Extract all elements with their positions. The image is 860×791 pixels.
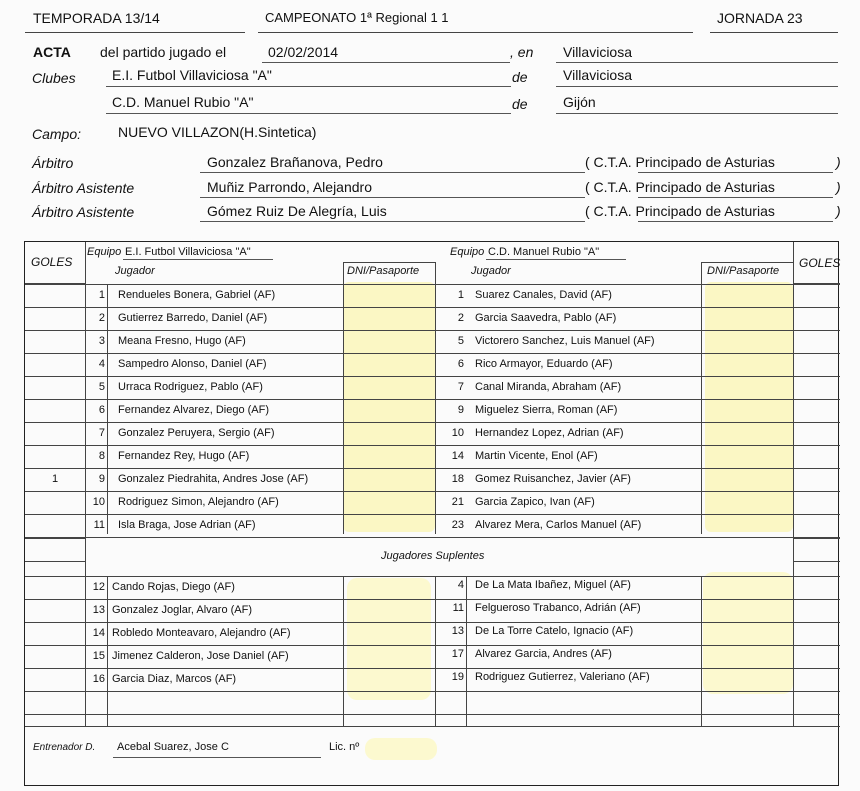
dorsal-visit: 5 [457, 335, 464, 347]
jugador-local-sup: Gonzalez Joglar, Alvaro (AF) [112, 604, 253, 616]
equipo-visit-label: Equipo [450, 246, 485, 258]
jugador-visit: Garcia Zapico, Ivan (AF) [475, 496, 595, 508]
row-line [25, 514, 85, 515]
row-line [25, 714, 840, 715]
asistente-1-cta: ( C.T.A. Principado de Asturias [585, 179, 775, 195]
jugador-visit: Rico Armayor, Eduardo (AF) [475, 358, 613, 370]
table-row [25, 491, 840, 514]
jornada: JORNADA 23 [717, 10, 803, 26]
dorsal-visit: 21 [451, 496, 464, 508]
jugador-visit: Martin Vicente, Enol (AF) [475, 450, 598, 462]
row-line [793, 399, 840, 400]
dorsal-visit: 23 [451, 519, 464, 531]
row-line [85, 491, 793, 492]
row-line [793, 284, 840, 285]
dorsal-visit: 18 [451, 473, 464, 485]
row-line [25, 668, 840, 669]
club-visitante: C.D. Manuel Rubio "A" [112, 94, 254, 110]
row-line [793, 561, 840, 562]
dorsal-local-sup: 13 [92, 604, 105, 616]
table-row [25, 330, 840, 353]
row-line [793, 422, 840, 423]
row-line [793, 538, 840, 539]
campo-label: Campo: [32, 126, 82, 142]
row-line [25, 422, 85, 423]
row-line [25, 376, 85, 377]
jugador-local: Fernandez Alvarez, Diego (AF) [118, 404, 270, 416]
dorsal-visit: 1 [457, 289, 464, 301]
dorsal-local: 5 [98, 381, 105, 393]
row-line [25, 399, 85, 400]
dorsal-visit: 10 [451, 427, 464, 439]
table-row [25, 691, 840, 714]
jugador-local: Rodriguez Simon, Alejandro (AF) [118, 496, 279, 508]
campeonato: CAMPEONATO 1ª Regional 1 1 [265, 10, 449, 25]
dorsal-local: 8 [98, 450, 105, 462]
jugador-local: Sampedro Alonso, Daniel (AF) [118, 358, 267, 370]
jugador-local: Isla Braga, Jose Adrian (AF) [118, 519, 256, 531]
asistente-2-close: ) [836, 203, 841, 219]
table-row [25, 668, 840, 691]
alineaciones-table [24, 241, 839, 786]
table-row [25, 645, 840, 668]
row-line [25, 561, 85, 562]
table-row [25, 514, 840, 537]
row-line [793, 376, 840, 377]
row-line [25, 307, 85, 308]
row-line [25, 353, 85, 354]
row-line [85, 514, 793, 515]
dorsal-visit: 2 [457, 312, 464, 324]
row-line [85, 422, 793, 423]
row-line [25, 445, 85, 446]
jugador-visit: Hernandez Lopez, Adrian (AF) [475, 427, 624, 439]
row-line [85, 376, 793, 377]
row-line [793, 445, 840, 446]
suplentes-label: Jugadores Suplentes [381, 550, 485, 562]
jugador-visit-sup: Alvarez Garcia, Andres (AF) [475, 648, 612, 660]
table-row [25, 399, 840, 422]
row-line [85, 468, 793, 469]
row-line [85, 537, 793, 538]
jugador-local-sup: Cando Rojas, Diego (AF) [112, 581, 235, 593]
dorsal-visit-sup: 17 [451, 648, 464, 660]
clubes-label: Clubes [32, 70, 76, 86]
jugador-visit-sup: Rodriguez Gutierrez, Valeriano (AF) [475, 671, 650, 683]
partido-label: del partido jugado el [100, 44, 227, 60]
jugador-visit: Miguelez Sierra, Roman (AF) [475, 404, 618, 416]
row-line [793, 353, 840, 354]
row-line [793, 514, 840, 515]
dorsal-local: 11 [93, 519, 105, 531]
jugador-local-sup: Jimenez Calderon, Jose Daniel (AF) [112, 650, 289, 662]
row-line [25, 468, 85, 469]
row-line [793, 491, 840, 492]
campo: NUEVO VILLAZON(H.Sintetica) [118, 124, 317, 140]
asistente-1-nombre: Muñiz Parrondo, Alejandro [207, 179, 372, 195]
row-line [85, 445, 793, 446]
goles-local-header: GOLES [31, 255, 73, 269]
club-local: E.I. Futbol Villaviciosa "A" [112, 67, 272, 83]
dorsal-visit-sup: 11 [452, 602, 464, 614]
dorsal-local: 6 [98, 404, 105, 416]
table-row [25, 622, 840, 645]
jugador-local: Rendueles Bonera, Gabriel (AF) [118, 289, 276, 301]
row-line [25, 330, 85, 331]
jugador-visit-sup: De La Mata Ibañez, Miguel (AF) [475, 579, 631, 591]
table-row [25, 284, 840, 307]
table-row [25, 422, 840, 445]
table-row [25, 599, 840, 622]
club-local-ciudad: Villaviciosa [563, 67, 632, 83]
row-line [85, 284, 793, 285]
asistente-2-rol: Árbitro Asistente [32, 204, 135, 220]
goles-visit-header: GOLES [799, 256, 841, 270]
row-line [793, 330, 840, 331]
jugador-visit-sup: De La Torre Catelo, Ignacio (AF) [475, 625, 634, 637]
club-visitante-ciudad: Gijón [563, 94, 596, 110]
dorsal-local-sup: 16 [92, 673, 105, 685]
entrenador-label: Entrenador D. [33, 742, 96, 753]
row-line [85, 307, 793, 308]
dorsal-local: 7 [98, 427, 105, 439]
jugador-visit-sup: Felgueroso Trabanco, Adrián (AF) [475, 602, 641, 614]
table-row [25, 576, 840, 599]
dorsal-local-sup: 15 [92, 650, 105, 662]
lic-redacted [365, 738, 437, 760]
de-label-2: de [512, 96, 528, 112]
dorsal-local: 4 [98, 358, 105, 370]
jugador-visit: Alvarez Mera, Carlos Manuel (AF) [475, 519, 642, 531]
jugador-local: Gonzalez Peruyera, Sergio (AF) [118, 427, 275, 439]
row-line [85, 330, 793, 331]
entrenador-nombre: Acebal Suarez, Jose C [117, 741, 229, 753]
en-label: , en [510, 44, 534, 60]
jugador-local: Gutierrez Barredo, Daniel (AF) [118, 312, 268, 324]
dorsal-local: 3 [98, 335, 105, 347]
goles-cell: 1 [51, 473, 59, 485]
fecha: 02/02/2014 [268, 44, 339, 60]
jugador-visit: Gomez Ruisanchez, Javier (AF) [475, 473, 631, 485]
equipo-local-label: Equipo [87, 246, 122, 258]
row-line [85, 353, 793, 354]
dorsal-visit: 6 [457, 358, 464, 370]
row-line [793, 468, 840, 469]
asistente-2-cta: ( C.T.A. Principado de Asturias [585, 203, 775, 219]
jugador-local-sup: Garcia Diaz, Marcos (AF) [112, 673, 237, 685]
table-row [25, 468, 840, 491]
temporada: TEMPORADA 13/14 [33, 10, 160, 26]
row-line [793, 307, 840, 308]
arbitro-nombre: Gonzalez Brañanova, Pedro [207, 154, 383, 170]
equipo-visit: C.D. Manuel Rubio "A" [488, 246, 600, 258]
lugar: Villaviciosa [563, 44, 632, 60]
table-row [25, 353, 840, 376]
arbitro-rol: Árbitro [32, 155, 74, 171]
dorsal-local-sup: 12 [92, 581, 105, 593]
jugador-visit-label: Jugador [471, 265, 511, 277]
table-row [25, 445, 840, 468]
row-line [25, 538, 85, 539]
equipo-local: E.I. Futbol Villaviciosa "A" [125, 246, 251, 258]
acta-label: ACTA [33, 44, 71, 60]
row-line [25, 284, 85, 285]
asistente-1-rol: Árbitro Asistente [32, 180, 135, 196]
row-line [25, 691, 840, 692]
dorsal-local: 9 [98, 473, 105, 485]
jugador-local-label: Jugador [115, 265, 155, 277]
row-line [25, 622, 840, 623]
dorsal-local: 10 [92, 496, 105, 508]
de-label-1: de [512, 69, 528, 85]
jugador-visit: Suarez Canales, David (AF) [475, 289, 612, 301]
dorsal-visit: 7 [457, 381, 464, 393]
arbitro-close: ) [836, 154, 841, 170]
jugador-local: Urraca Rodriguez, Pablo (AF) [118, 381, 263, 393]
dorsal-local: 2 [98, 312, 105, 324]
dni-local-label: DNI/Pasaporte [347, 265, 420, 277]
arbitro-cta: ( C.T.A. Principado de Asturias [585, 154, 775, 170]
jugador-local: Gonzalez Piedrahita, Andres Jose (AF) [118, 473, 309, 485]
lic-label: Lic. nº [329, 741, 360, 753]
dni-visit-label: DNI/Pasaporte [707, 265, 780, 277]
jugador-visit: Canal Miranda, Abraham (AF) [475, 381, 622, 393]
dorsal-visit: 9 [457, 404, 464, 416]
dorsal-visit-sup: 13 [451, 625, 464, 637]
jugador-local-sup: Robledo Monteavaro, Alejandro (AF) [112, 627, 291, 639]
dorsal-local: 1 [98, 289, 105, 301]
dorsal-visit: 14 [451, 450, 464, 462]
row-line [25, 576, 840, 577]
row-line [85, 399, 793, 400]
jugador-local: Fernandez Rey, Hugo (AF) [118, 450, 250, 462]
asistente-2-nombre: Gómez Ruiz De Alegría, Luis [207, 203, 387, 219]
jugador-visit: Victorero Sanchez, Luis Manuel (AF) [475, 335, 655, 347]
jugador-visit: Garcia Saavedra, Pablo (AF) [475, 312, 617, 324]
row-line [25, 645, 840, 646]
table-row [25, 376, 840, 399]
dorsal-visit-sup: 4 [457, 579, 464, 591]
row-line [25, 599, 840, 600]
jugador-local: Meana Fresno, Hugo (AF) [118, 335, 246, 347]
dorsal-visit-sup: 19 [451, 671, 464, 683]
dorsal-local-sup: 14 [92, 627, 105, 639]
table-row [25, 307, 840, 330]
asistente-1-close: ) [836, 179, 841, 195]
row-line [25, 491, 85, 492]
